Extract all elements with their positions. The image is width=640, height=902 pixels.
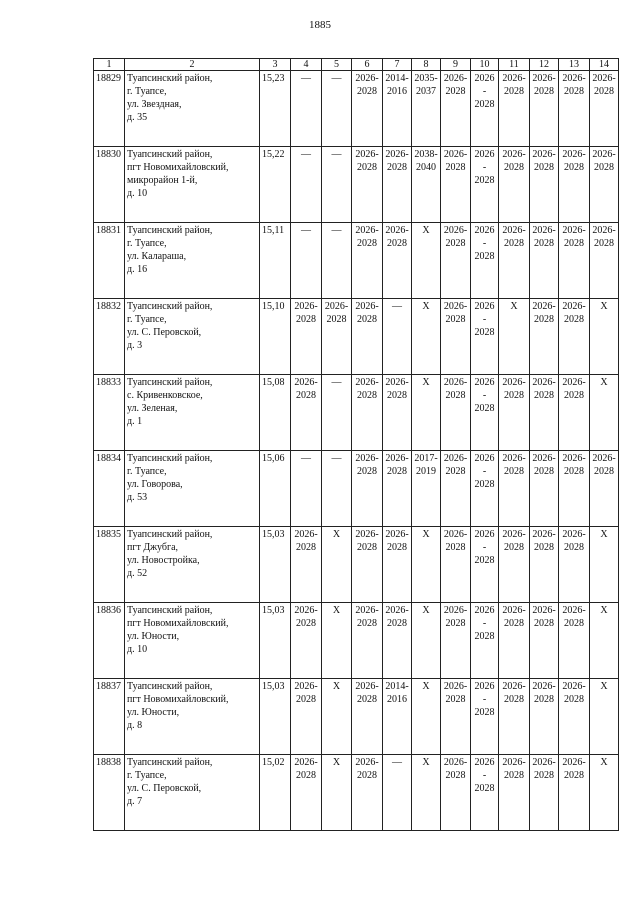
row-cell: 2026- 2028 bbox=[499, 679, 530, 755]
row-cell: 2026- 2028 bbox=[291, 755, 322, 831]
row-cell: X bbox=[590, 299, 619, 375]
row-cell: 2026- 2028 bbox=[471, 451, 499, 527]
row-cell: X bbox=[412, 299, 441, 375]
row-area: 15,03 bbox=[260, 603, 291, 679]
table-row bbox=[94, 451, 619, 527]
row-cell: 2026- 2028 bbox=[499, 71, 530, 147]
row-address: Туапсинский район, с. Кривенковское, ул. Зеленая, д. 1 bbox=[125, 375, 260, 451]
table-header-row bbox=[94, 59, 619, 71]
row-cell: 2026- 2028 bbox=[441, 451, 471, 527]
row-cell: 2026- 2028 bbox=[530, 451, 559, 527]
row-area: 15,11 bbox=[260, 223, 291, 299]
table-row bbox=[94, 679, 619, 755]
row-cell: 2026- 2028 bbox=[590, 147, 619, 223]
column-header: 8 bbox=[412, 59, 441, 71]
row-cell: X bbox=[322, 679, 352, 755]
row-cell: 2026- 2028 bbox=[590, 223, 619, 299]
column-header: 3 bbox=[260, 59, 291, 71]
row-number: 18835 bbox=[94, 527, 125, 603]
column-header: 10 bbox=[471, 59, 499, 71]
column-header: 14 bbox=[590, 59, 619, 71]
row-number: 18830 bbox=[94, 147, 125, 223]
row-cell: 2026- 2028 bbox=[499, 375, 530, 451]
row-cell: 2026- 2028 bbox=[530, 299, 559, 375]
row-cell: 2026- 2028 bbox=[559, 375, 590, 451]
row-cell: X bbox=[499, 299, 530, 375]
column-header: 6 bbox=[352, 59, 383, 71]
row-cell: 2026- 2028 bbox=[590, 451, 619, 527]
row-cell: 2017- 2019 bbox=[412, 451, 441, 527]
row-cell: X bbox=[590, 527, 619, 603]
row-cell: 2026- 2028 bbox=[291, 603, 322, 679]
row-cell: X bbox=[590, 755, 619, 831]
row-cell: 2038- 2040 bbox=[412, 147, 441, 223]
row-cell: 2026- 2028 bbox=[383, 603, 412, 679]
housing-table bbox=[93, 58, 619, 831]
row-cell: 2026- 2028 bbox=[291, 527, 322, 603]
column-header: 12 bbox=[530, 59, 559, 71]
row-cell: — bbox=[322, 71, 352, 147]
row-cell: — bbox=[291, 147, 322, 223]
row-cell: 2026- 2028 bbox=[352, 223, 383, 299]
row-number: 18831 bbox=[94, 223, 125, 299]
row-cell: 2026- 2028 bbox=[352, 679, 383, 755]
table-row bbox=[94, 299, 619, 375]
row-number: 18838 bbox=[94, 755, 125, 831]
row-cell: — bbox=[322, 375, 352, 451]
column-header: 2 bbox=[125, 59, 260, 71]
row-cell: X bbox=[590, 603, 619, 679]
column-header: 9 bbox=[441, 59, 471, 71]
row-cell: 2026- 2028 bbox=[383, 451, 412, 527]
row-cell: 2026- 2028 bbox=[352, 603, 383, 679]
row-cell: 2026- 2028 bbox=[383, 527, 412, 603]
row-cell: 2026- 2028 bbox=[471, 527, 499, 603]
row-address: Туапсинский район, г. Туапсе, ул. С. Перовской, д. 7 bbox=[125, 755, 260, 831]
row-cell: X bbox=[590, 679, 619, 755]
row-cell: X bbox=[412, 679, 441, 755]
column-header: 13 bbox=[559, 59, 590, 71]
table-row bbox=[94, 375, 619, 451]
row-cell: 2026- 2028 bbox=[530, 147, 559, 223]
row-cell: 2026- 2028 bbox=[352, 299, 383, 375]
row-number: 18836 bbox=[94, 603, 125, 679]
column-header: 1 bbox=[94, 59, 125, 71]
row-cell: 2026- 2028 bbox=[352, 147, 383, 223]
row-address: Туапсинский район, г. Туапсе, ул. Говорова, д. 53 bbox=[125, 451, 260, 527]
row-cell: — bbox=[383, 755, 412, 831]
column-header: 4 bbox=[291, 59, 322, 71]
row-cell: 2026- 2028 bbox=[559, 223, 590, 299]
row-cell: 2026- 2028 bbox=[441, 71, 471, 147]
row-address: Туапсинский район, г. Туапсе, ул. Звездная, д. 35 bbox=[125, 71, 260, 147]
row-cell: 2026- 2028 bbox=[499, 527, 530, 603]
row-cell: 2026- 2028 bbox=[441, 375, 471, 451]
row-cell: X bbox=[322, 755, 352, 831]
row-area: 15,03 bbox=[260, 527, 291, 603]
table-row bbox=[94, 147, 619, 223]
row-cell: 2026- 2028 bbox=[441, 299, 471, 375]
table-row bbox=[94, 223, 619, 299]
row-cell: 2026- 2028 bbox=[559, 755, 590, 831]
row-cell: X bbox=[412, 375, 441, 451]
row-cell: 2026- 2028 bbox=[471, 223, 499, 299]
row-cell: 2026- 2028 bbox=[530, 71, 559, 147]
row-cell: 2026- 2028 bbox=[383, 375, 412, 451]
row-cell: 2026- 2028 bbox=[471, 299, 499, 375]
row-cell: 2026- 2028 bbox=[291, 679, 322, 755]
row-cell: 2026- 2028 bbox=[530, 527, 559, 603]
row-cell: 2026- 2028 bbox=[499, 147, 530, 223]
row-cell: 2026- 2028 bbox=[291, 299, 322, 375]
row-cell: X bbox=[412, 527, 441, 603]
row-cell: 2026- 2028 bbox=[559, 147, 590, 223]
table-row bbox=[94, 755, 619, 831]
table-row bbox=[94, 603, 619, 679]
row-address: Туапсинский район, пгт Новомихайловский, ул. Юности, д. 10 bbox=[125, 603, 260, 679]
row-number: 18829 bbox=[94, 71, 125, 147]
row-cell: 2026- 2028 bbox=[441, 679, 471, 755]
row-cell: 2026- 2028 bbox=[441, 223, 471, 299]
row-address: Туапсинский район, пгт Новомихайловский, микрорайон 1-й, д. 10 bbox=[125, 147, 260, 223]
row-cell: 2026- 2028 bbox=[383, 223, 412, 299]
row-cell: 2026- 2028 bbox=[441, 755, 471, 831]
row-cell: X bbox=[412, 223, 441, 299]
row-cell: 2026- 2028 bbox=[471, 375, 499, 451]
row-cell: 2026- 2028 bbox=[499, 223, 530, 299]
row-cell: 2026- 2028 bbox=[590, 71, 619, 147]
row-cell: 2026- 2028 bbox=[530, 755, 559, 831]
column-header: 11 bbox=[499, 59, 530, 71]
table-row bbox=[94, 71, 619, 147]
row-address: Туапсинский район, пгт Новомихайловский, ул. Юности, д. 8 bbox=[125, 679, 260, 755]
row-cell: X bbox=[590, 375, 619, 451]
column-header: 7 bbox=[383, 59, 412, 71]
row-number: 18832 bbox=[94, 299, 125, 375]
row-number: 18837 bbox=[94, 679, 125, 755]
row-address: Туапсинский район, г. Туапсе, ул. Калараша, д. 16 bbox=[125, 223, 260, 299]
row-cell: 2026- 2028 bbox=[559, 527, 590, 603]
page-number: 1885 bbox=[309, 19, 331, 31]
row-cell: 2035- 2037 bbox=[412, 71, 441, 147]
row-cell: 2026- 2028 bbox=[530, 223, 559, 299]
row-cell: 2026- 2028 bbox=[441, 603, 471, 679]
row-cell: 2026- 2028 bbox=[530, 679, 559, 755]
row-area: 15,02 bbox=[260, 755, 291, 831]
row-cell: 2026- 2028 bbox=[559, 603, 590, 679]
row-cell: 2026- 2028 bbox=[291, 375, 322, 451]
row-cell: 2026- 2028 bbox=[441, 147, 471, 223]
row-area: 15,22 bbox=[260, 147, 291, 223]
row-area: 15,08 bbox=[260, 375, 291, 451]
row-cell: X bbox=[412, 755, 441, 831]
row-cell: 2026- 2028 bbox=[383, 147, 412, 223]
row-cell: 2026- 2028 bbox=[471, 71, 499, 147]
column-header: 5 bbox=[322, 59, 352, 71]
table-row bbox=[94, 527, 619, 603]
row-cell: — bbox=[291, 451, 322, 527]
row-cell: 2026- 2028 bbox=[471, 147, 499, 223]
row-cell: 2026- 2028 bbox=[559, 679, 590, 755]
row-cell: 2026- 2028 bbox=[499, 603, 530, 679]
row-cell: X bbox=[412, 603, 441, 679]
row-cell: X bbox=[322, 527, 352, 603]
row-cell: X bbox=[322, 603, 352, 679]
row-cell: 2026- 2028 bbox=[559, 299, 590, 375]
row-cell: — bbox=[322, 147, 352, 223]
row-cell: 2026- 2028 bbox=[530, 375, 559, 451]
row-area: 15,06 bbox=[260, 451, 291, 527]
row-cell: 2026- 2028 bbox=[441, 527, 471, 603]
row-address: Туапсинский район, пгт Джубга, ул. Новостройка, д. 52 bbox=[125, 527, 260, 603]
row-cell: 2026- 2028 bbox=[559, 71, 590, 147]
row-cell: — bbox=[291, 223, 322, 299]
row-cell: — bbox=[322, 223, 352, 299]
row-cell: 2026- 2028 bbox=[559, 451, 590, 527]
row-cell: 2026- 2028 bbox=[499, 755, 530, 831]
row-area: 15,23 bbox=[260, 71, 291, 147]
row-cell: 2026- 2028 bbox=[322, 299, 352, 375]
row-cell: 2026- 2028 bbox=[352, 71, 383, 147]
row-number: 18834 bbox=[94, 451, 125, 527]
row-cell: 2014- 2016 bbox=[383, 679, 412, 755]
row-cell: 2026- 2028 bbox=[471, 755, 499, 831]
row-cell: 2026- 2028 bbox=[352, 527, 383, 603]
row-area: 15,10 bbox=[260, 299, 291, 375]
row-cell: 2026- 2028 bbox=[471, 603, 499, 679]
row-cell: 2026- 2028 bbox=[352, 755, 383, 831]
row-cell: 2026- 2028 bbox=[352, 451, 383, 527]
row-cell: 2014- 2016 bbox=[383, 71, 412, 147]
row-cell: 2026- 2028 bbox=[499, 451, 530, 527]
row-area: 15,03 bbox=[260, 679, 291, 755]
row-cell: — bbox=[291, 71, 322, 147]
row-cell: 2026- 2028 bbox=[471, 679, 499, 755]
row-cell: 2026- 2028 bbox=[352, 375, 383, 451]
row-address: Туапсинский район, г. Туапсе, ул. С. Перовской, д. 3 bbox=[125, 299, 260, 375]
row-number: 18833 bbox=[94, 375, 125, 451]
row-cell: — bbox=[322, 451, 352, 527]
row-cell: — bbox=[383, 299, 412, 375]
row-cell: 2026- 2028 bbox=[530, 603, 559, 679]
